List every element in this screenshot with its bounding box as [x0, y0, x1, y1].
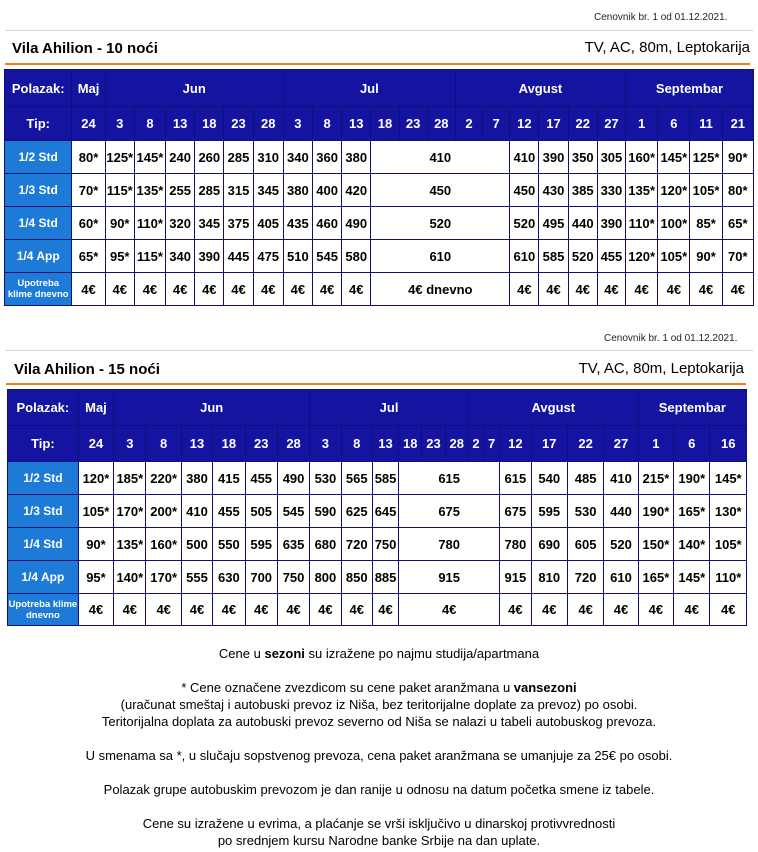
price-cell: 690: [532, 528, 567, 560]
price-cell: 4€: [284, 273, 312, 305]
month-cell: Septembar: [626, 70, 753, 106]
price-cell: 145*: [710, 462, 746, 494]
day-cell: 1: [639, 426, 673, 461]
price-cell: 190*: [674, 462, 709, 494]
price-cell: 105*: [79, 495, 113, 527]
price-cell: 105*: [690, 174, 721, 206]
price-cell: 165*: [674, 495, 709, 527]
price-cell: 580: [342, 240, 370, 272]
price-cell: 720: [568, 561, 603, 593]
price-cell: 4€: [342, 594, 372, 625]
price-cell: 610: [604, 561, 637, 593]
price-cell: 330: [598, 174, 625, 206]
day-cell: 16: [710, 426, 746, 461]
price-cell: 4€: [224, 273, 252, 305]
price-cell: 490: [342, 207, 370, 239]
price-cell: 150*: [639, 528, 673, 560]
price-cell: 455: [598, 240, 625, 272]
day-cell: 18: [371, 107, 398, 140]
price-cell: 285: [224, 141, 252, 173]
price-cell: 410: [510, 141, 538, 173]
price-cell: 455: [213, 495, 244, 527]
price-row: [8, 594, 746, 625]
price-row: [5, 207, 753, 239]
day-cell: 7: [484, 426, 499, 461]
price-cell: 160*: [146, 528, 180, 560]
price-cell: 135*: [114, 528, 145, 560]
price-cell: 555: [182, 561, 212, 593]
price-cell: 490: [278, 462, 309, 494]
day-cell: 13: [182, 426, 212, 461]
price-cell: 850: [342, 561, 372, 593]
price-cell: 595: [246, 528, 277, 560]
month-cell: Maj: [79, 390, 113, 425]
price-cell: 4€: [710, 594, 746, 625]
price-cell: 475: [254, 240, 283, 272]
day-cell: 3: [284, 107, 312, 140]
price-cell: 110*: [626, 207, 657, 239]
price-cell: 345: [254, 174, 283, 206]
day-cell: 18: [399, 426, 421, 461]
price-cell: 90*: [79, 528, 113, 560]
price-cell: 135*: [626, 174, 657, 206]
note-emphasis: vansezoni: [513, 680, 577, 695]
price-cell: 380: [342, 141, 370, 173]
day-cell: 27: [598, 107, 625, 140]
day-cell: 13: [342, 107, 370, 140]
day-cell: 3: [310, 426, 340, 461]
price-cell: 550: [213, 528, 244, 560]
tip-label: Tip:: [5, 107, 71, 140]
price-cell: 4€: [246, 594, 277, 625]
price-cell: 520: [604, 528, 637, 560]
price-cell: 4€: [598, 273, 625, 305]
price-cell: 380: [284, 174, 312, 206]
price-cell: 800: [310, 561, 340, 593]
price-cell: 4€: [626, 273, 657, 305]
price-cell: 4€: [500, 594, 530, 625]
month-cell: Maj: [72, 70, 104, 106]
note-offseason: [0, 679, 758, 696]
villa-subtitle: TV, AC, 80m, Leptokarija: [584, 39, 750, 56]
price-cell: 100*: [658, 207, 689, 239]
price-cell-merged: 4€: [399, 594, 499, 625]
day-cell: 12: [510, 107, 538, 140]
room-type-label: 1/4 Std: [8, 528, 78, 560]
price-cell-merged: 450: [371, 174, 509, 206]
price-cell: 545: [313, 240, 341, 272]
price-cell: 95*: [79, 561, 113, 593]
note-own-transport: U smenama sa *, u slučaju sopstvenog prevoza, cena paket aranžmana se umanjuje za 25€ po osobi.: [85, 748, 673, 763]
price-cell: 390: [598, 207, 625, 239]
price-cell: 625: [342, 495, 372, 527]
price-cell: 345: [195, 207, 223, 239]
price-cell: 285: [195, 174, 223, 206]
day-cell: 18: [213, 426, 244, 461]
notes-section: [0, 645, 758, 849]
price-row: [5, 174, 753, 206]
price-cell: 385: [569, 174, 597, 206]
day-cell: 13: [373, 426, 398, 461]
price-cell: 95*: [106, 240, 134, 272]
price-cell: 4€: [313, 273, 341, 305]
price-row: [5, 141, 753, 173]
month-cell: Jun: [106, 70, 283, 106]
price-cell: 70*: [723, 240, 753, 272]
price-cell: 85*: [690, 207, 721, 239]
day-cell: 18: [195, 107, 223, 140]
price-cell: 4€: [532, 594, 567, 625]
room-type-label: 1/2 Std: [5, 141, 71, 173]
day-cell: 28: [428, 107, 455, 140]
price-cell: 4€: [539, 273, 567, 305]
price-cell: 405: [254, 207, 283, 239]
month-header-row: [8, 390, 746, 425]
month-cell: Avgust: [456, 70, 625, 106]
day-cell: 23: [400, 107, 427, 140]
day-cell: 1: [626, 107, 657, 140]
note-currency: po srednjem kursu Narodne banke Srbije na dan uplate.: [217, 833, 541, 848]
price-row: [8, 561, 746, 593]
price-cell: 4€: [166, 273, 194, 305]
price-cell-merged: 615: [399, 462, 499, 494]
price-cell: 220*: [146, 462, 180, 494]
price-cell: 70*: [72, 174, 104, 206]
price-cell: 4€: [658, 273, 689, 305]
day-cell: 2: [469, 426, 483, 461]
price-cell: 310: [254, 141, 283, 173]
price-cell: 540: [532, 462, 567, 494]
room-type-label: 1/2 Std: [8, 462, 78, 494]
price-row: [8, 528, 746, 560]
day-cell: 12: [500, 426, 530, 461]
price-row: [8, 495, 746, 527]
price-cell: 4€: [604, 594, 637, 625]
price-row: [5, 273, 753, 305]
price-cell: 320: [166, 207, 194, 239]
price-cell: 215*: [639, 462, 673, 494]
price-cell: 375: [224, 207, 252, 239]
day-cell: 7: [483, 107, 509, 140]
day-header-row: [5, 107, 753, 140]
orange-rule: [5, 63, 750, 65]
day-cell: 21: [723, 107, 753, 140]
day-cell: 17: [539, 107, 567, 140]
price-cell: 750: [373, 528, 398, 560]
price-table-10-nights: [4, 69, 754, 306]
price-cell: 140*: [674, 528, 709, 560]
price-cell-merged: 4€ dnevno: [371, 273, 509, 305]
price-cell: 4€: [639, 594, 673, 625]
price-cell: 420: [342, 174, 370, 206]
price-cell: 500: [182, 528, 212, 560]
price-cell-merged: 520: [371, 207, 509, 239]
price-cell-merged: 675: [399, 495, 499, 527]
price-cell-merged: 410: [371, 141, 509, 173]
price-cell: 585: [539, 240, 567, 272]
day-cell: 8: [313, 107, 341, 140]
day-cell: 17: [532, 426, 567, 461]
price-cell: 520: [510, 207, 538, 239]
price-cell: 750: [278, 561, 309, 593]
price-cell: 65*: [723, 207, 753, 239]
price-cell: 120*: [626, 240, 657, 272]
price-cell: 700: [246, 561, 277, 593]
price-cell: 530: [568, 495, 603, 527]
price-cell: 590: [310, 495, 340, 527]
price-cell: 680: [310, 528, 340, 560]
price-cell: 390: [195, 240, 223, 272]
day-cell: 24: [72, 107, 104, 140]
note-currency: Cene su izražene u evrima, a plaćanje se vrši isključivo u dinarskoj protivvrednosti: [142, 816, 616, 831]
month-header-row: [5, 70, 753, 106]
room-type-label: 1/3 Std: [8, 495, 78, 527]
price-cell: 4€: [569, 273, 597, 305]
price-cell: 675: [500, 495, 530, 527]
note-text: su izražene po najmu studija/apartmana: [304, 646, 540, 661]
price-cell: 4€: [278, 594, 309, 625]
price-cell: 410: [604, 462, 637, 494]
price-cell: 4€: [568, 594, 603, 625]
day-cell: 22: [568, 426, 603, 461]
villa-title: Vila Ahilion - 15 noći: [14, 361, 160, 378]
price-row: [8, 462, 746, 494]
price-cell: 315: [224, 174, 252, 206]
price-cell: 145*: [658, 141, 689, 173]
room-type-label: Upotreba klime dnevno: [5, 273, 71, 305]
month-cell: Jul: [310, 390, 468, 425]
price-cell: 380: [182, 462, 212, 494]
polazak-label: Polazak:: [5, 70, 71, 106]
price-cell: 4€: [182, 594, 212, 625]
price-cell: 4€: [310, 594, 340, 625]
price-cell: 260: [195, 141, 223, 173]
price-cell-merged: 780: [399, 528, 499, 560]
price-cell: 460: [313, 207, 341, 239]
price-cell: 445: [224, 240, 252, 272]
price-cell: 340: [166, 240, 194, 272]
price-cell: 125*: [106, 141, 134, 173]
price-cell: 4€: [195, 273, 223, 305]
day-cell: 27: [604, 426, 637, 461]
room-type-label: 1/3 Std: [5, 174, 71, 206]
price-cell: 410: [182, 495, 212, 527]
price-cell: 810: [532, 561, 567, 593]
price-cell: 135*: [135, 174, 165, 206]
price-cell: 4€: [342, 273, 370, 305]
price-cell: 440: [604, 495, 637, 527]
room-type-label: 1/4 App: [8, 561, 78, 593]
price-cell: 415: [213, 462, 244, 494]
note-text: (uračunat smeštaj i autobuski prevoz iz Niša, bez teritorijalne doplate za prevoz) po osobi.: [120, 697, 638, 712]
price-cell: 105*: [658, 240, 689, 272]
price-cell: 90*: [106, 207, 134, 239]
price-cell: 305: [598, 141, 625, 173]
price-cell: 780: [500, 528, 530, 560]
price-cell: 565: [342, 462, 372, 494]
price-cell: 4€: [510, 273, 538, 305]
day-cell: 6: [658, 107, 689, 140]
polazak-label: Polazak:: [8, 390, 78, 425]
price-cell: 4€: [146, 594, 180, 625]
price-cell: 145*: [674, 561, 709, 593]
month-cell: Jul: [284, 70, 455, 106]
price-cell: 595: [532, 495, 567, 527]
price-table-15-nights: [7, 389, 747, 626]
month-cell: Jun: [114, 390, 309, 425]
price-cell: 510: [284, 240, 312, 272]
price-list-reference: Cenovnik br. 1 od 01.12.2021.: [604, 333, 738, 344]
price-cell: 110*: [135, 207, 165, 239]
price-cell: 530: [310, 462, 340, 494]
day-cell: 3: [106, 107, 134, 140]
villa-title: Vila Ahilion - 10 noći: [12, 40, 158, 57]
price-cell: 200*: [146, 495, 180, 527]
price-cell: 90*: [723, 141, 753, 173]
price-cell: 720: [342, 528, 372, 560]
day-cell: 24: [79, 426, 113, 461]
price-cell: 4€: [106, 273, 134, 305]
price-cell: 110*: [710, 561, 746, 593]
price-cell: 115*: [106, 174, 134, 206]
price-cell: 520: [569, 240, 597, 272]
note-text: * Cene označene zvezdicom su cene paket aranžmana u: [181, 680, 514, 695]
note-text: Teritorijalna doplata za autobuski prevoz severno od Niša se nalazi u tabeli autobuskog prevoza.: [101, 714, 657, 729]
price-cell: 545: [278, 495, 309, 527]
day-cell: 28: [446, 426, 468, 461]
price-cell: 350: [569, 141, 597, 173]
price-cell: 4€: [213, 594, 244, 625]
day-cell: 13: [166, 107, 194, 140]
price-cell: 505: [246, 495, 277, 527]
divider: [5, 30, 753, 31]
price-cell: 400: [313, 174, 341, 206]
price-cell: 435: [284, 207, 312, 239]
price-cell: 360: [313, 141, 341, 173]
price-cell: 255: [166, 174, 194, 206]
day-cell: 28: [278, 426, 309, 461]
price-cell: 430: [539, 174, 567, 206]
day-cell: 22: [569, 107, 597, 140]
day-cell: 23: [422, 426, 444, 461]
price-cell: 390: [539, 141, 567, 173]
price-cell: 4€: [135, 273, 165, 305]
price-cell: 120*: [658, 174, 689, 206]
price-cell: 450: [510, 174, 538, 206]
room-type-label: 1/4 App: [5, 240, 71, 272]
price-cell: 185*: [114, 462, 145, 494]
price-cell: 165*: [639, 561, 673, 593]
price-cell: 190*: [639, 495, 673, 527]
month-cell: Septembar: [639, 390, 746, 425]
price-cell: 140*: [114, 561, 145, 593]
price-cell: 635: [278, 528, 309, 560]
price-cell: 645: [373, 495, 398, 527]
price-cell: 605: [568, 528, 603, 560]
price-cell: 4€: [79, 594, 113, 625]
price-cell: 130*: [710, 495, 746, 527]
price-cell: 4€: [72, 273, 104, 305]
price-cell: 160*: [626, 141, 657, 173]
price-cell: 80*: [723, 174, 753, 206]
price-row: [5, 240, 753, 272]
month-cell: Avgust: [469, 390, 638, 425]
price-cell: 80*: [72, 141, 104, 173]
price-cell: 485: [568, 462, 603, 494]
price-cell: 440: [569, 207, 597, 239]
price-cell: 4€: [373, 594, 398, 625]
price-cell-merged: 915: [399, 561, 499, 593]
price-cell: 4€: [690, 273, 721, 305]
room-type-label: Upotreba klime dnevno: [8, 594, 78, 625]
day-header-row: [8, 426, 746, 461]
price-cell: 170*: [114, 495, 145, 527]
price-cell: 610: [510, 240, 538, 272]
day-cell: 8: [135, 107, 165, 140]
price-cell: 885: [373, 561, 398, 593]
price-cell: 90*: [690, 240, 721, 272]
room-type-label: 1/4 Std: [5, 207, 71, 239]
price-cell: 145*: [135, 141, 165, 173]
price-cell: 170*: [146, 561, 180, 593]
price-cell: 455: [246, 462, 277, 494]
divider: [5, 350, 753, 351]
day-cell: 6: [674, 426, 709, 461]
orange-rule: [6, 383, 746, 385]
price-cell: 105*: [710, 528, 746, 560]
day-cell: 28: [254, 107, 283, 140]
price-cell-merged: 610: [371, 240, 509, 272]
price-cell: 4€: [674, 594, 709, 625]
note-bus-departure: Polazak grupe autobuskim prevozom je dan ranije u odnosu na datum početka smene iz tabele.: [103, 782, 655, 797]
price-cell: 585: [373, 462, 398, 494]
price-cell: 615: [500, 462, 530, 494]
price-cell: 240: [166, 141, 194, 173]
day-cell: 23: [224, 107, 252, 140]
day-cell: 11: [690, 107, 721, 140]
day-cell: 8: [146, 426, 180, 461]
day-cell: 23: [246, 426, 277, 461]
note-season: [0, 645, 758, 662]
price-cell: 630: [213, 561, 244, 593]
day-cell: 3: [114, 426, 145, 461]
day-cell: 2: [456, 107, 482, 140]
villa-subtitle: TV, AC, 80m, Leptokarija: [578, 360, 744, 377]
price-cell: 4€: [114, 594, 145, 625]
tip-label: Tip:: [8, 426, 78, 461]
price-cell: 60*: [72, 207, 104, 239]
price-cell: 125*: [690, 141, 721, 173]
price-cell: 115*: [135, 240, 165, 272]
price-cell: 65*: [72, 240, 104, 272]
note-emphasis: sezoni: [264, 646, 305, 661]
price-cell: 495: [539, 207, 567, 239]
note-text: Cene u: [218, 646, 265, 661]
price-cell: 120*: [79, 462, 113, 494]
price-list-reference: Cenovnik br. 1 od 01.12.2021.: [594, 12, 728, 23]
price-cell: 4€: [723, 273, 753, 305]
price-cell: 915: [500, 561, 530, 593]
day-cell: 8: [342, 426, 372, 461]
price-cell: 340: [284, 141, 312, 173]
price-cell: 4€: [254, 273, 283, 305]
